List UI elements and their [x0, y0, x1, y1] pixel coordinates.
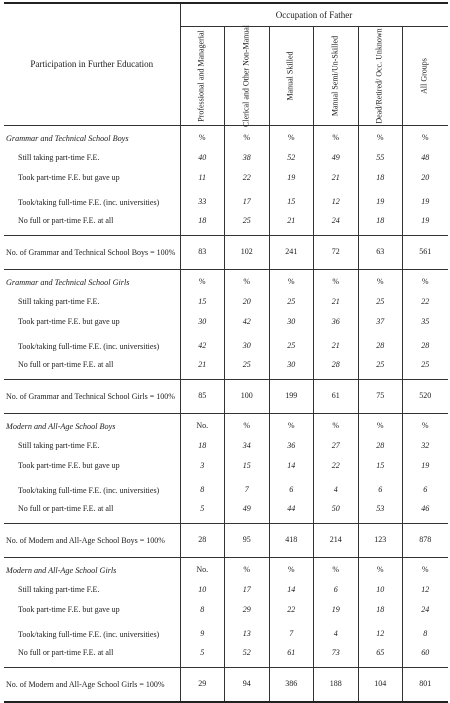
- spacer-cell: [225, 517, 270, 524]
- total-cell: 199: [269, 380, 314, 414]
- table-row: [4, 191, 448, 215]
- value-cell: 38: [225, 151, 270, 166]
- spacer-cell: [403, 229, 448, 236]
- value-cell: 15: [225, 454, 270, 479]
- total-cell: 241: [269, 236, 314, 270]
- spacer-cell: [269, 373, 314, 380]
- table-row: [4, 479, 448, 503]
- value-cell: 10: [180, 583, 225, 598]
- unit-cell: %: [225, 126, 270, 151]
- total-label: No. of Modern and All-Age School Girls = 100%: [4, 668, 180, 702]
- value-cell: 19: [314, 598, 359, 623]
- value-cell: 34: [225, 439, 270, 454]
- value-cell: 25: [269, 335, 314, 359]
- value-cell: 52: [225, 647, 270, 661]
- value-cell: 40: [180, 151, 225, 166]
- spacer-cell: [225, 373, 270, 380]
- total-cell: 28: [180, 524, 225, 558]
- row-label: Took part-time F.E. but gave up: [18, 604, 120, 614]
- unit-cell: %: [225, 270, 270, 295]
- unit-cell: %: [358, 270, 403, 295]
- spacer-cell: [314, 373, 359, 380]
- value-cell: 18: [358, 598, 403, 623]
- spacer-cell: [269, 517, 314, 524]
- value-cell: 36: [269, 439, 314, 454]
- value-cell: 25: [225, 215, 270, 229]
- total-cell: 214: [314, 524, 359, 558]
- value-cell: 30: [180, 310, 225, 335]
- total-cell: 75: [358, 380, 403, 414]
- value-cell: 18: [358, 166, 403, 191]
- value-cell: 61: [269, 647, 314, 661]
- value-cell: 8: [180, 598, 225, 623]
- value-cell: 6: [403, 479, 448, 503]
- unit-cell: %: [314, 414, 359, 439]
- table-row: [4, 524, 448, 558]
- total-cell: 61: [314, 380, 359, 414]
- row-label: Took/taking full-time F.E. (inc. universities): [18, 341, 160, 351]
- unit-cell: %: [358, 558, 403, 583]
- spacer-cell: [180, 517, 225, 524]
- total-cell: 520: [403, 380, 448, 414]
- value-cell: 48: [403, 151, 448, 166]
- column-header: Professional and Managerial: [180, 27, 225, 126]
- unit-cell: %: [180, 270, 225, 295]
- unit-cell: %: [314, 270, 359, 295]
- table-row: [4, 623, 448, 647]
- total-cell: 561: [403, 236, 448, 270]
- table-row: [4, 151, 448, 166]
- value-cell: 19: [269, 166, 314, 191]
- value-cell: 4: [314, 479, 359, 503]
- table-row: [4, 126, 448, 151]
- value-cell: 15: [269, 191, 314, 215]
- unit-cell: %: [314, 126, 359, 151]
- row-label: Took/taking full-time F.E. (inc. universities): [18, 629, 160, 639]
- row-label: No full or part-time F.E. at all: [18, 504, 114, 514]
- value-cell: 25: [403, 359, 448, 373]
- spacer-cell: [180, 373, 225, 380]
- unit-cell: No.: [180, 414, 225, 439]
- value-cell: 17: [225, 583, 270, 598]
- unit-cell: %: [403, 558, 448, 583]
- row-label: Still taking part-time F.E.: [18, 584, 100, 594]
- row-label: Took/taking full-time F.E. (inc. universities): [18, 197, 160, 207]
- table-row: [4, 454, 448, 479]
- value-cell: 19: [403, 454, 448, 479]
- value-cell: 10: [358, 583, 403, 598]
- table-row: [4, 668, 448, 702]
- value-cell: 53: [358, 503, 403, 517]
- value-cell: 25: [269, 295, 314, 310]
- value-cell: 18: [180, 439, 225, 454]
- value-cell: 24: [403, 598, 448, 623]
- column-header: Clerical and Other Non-Manual: [225, 27, 270, 126]
- value-cell: 30: [269, 310, 314, 335]
- spacer-cell: [4, 517, 180, 524]
- value-cell: 37: [358, 310, 403, 335]
- value-cell: 52: [269, 151, 314, 166]
- value-cell: 42: [225, 310, 270, 335]
- table-row: [4, 270, 448, 295]
- total-cell: 83: [180, 236, 225, 270]
- value-cell: 25: [358, 295, 403, 310]
- value-cell: 14: [269, 583, 314, 598]
- value-cell: 28: [358, 439, 403, 454]
- total-label: No. of Modern and All-Age School Boys = 100%: [4, 524, 180, 558]
- spacer-cell: [403, 517, 448, 524]
- spacer-cell: [4, 661, 180, 668]
- total-cell: 94: [225, 668, 270, 702]
- total-cell: 100: [225, 380, 270, 414]
- value-cell: 42: [180, 335, 225, 359]
- table-row: [4, 558, 448, 583]
- spacer-cell: [180, 661, 225, 668]
- value-cell: 22: [269, 598, 314, 623]
- table-row: [4, 380, 448, 414]
- value-cell: 7: [269, 623, 314, 647]
- total-label: No. of Grammar and Technical School Girls = 100%: [4, 380, 180, 414]
- spacer-cell: [4, 229, 180, 236]
- row-label: Took part-time F.E. but gave up: [18, 316, 120, 326]
- value-cell: 15: [358, 454, 403, 479]
- value-cell: 6: [314, 583, 359, 598]
- table-row: [4, 661, 448, 668]
- table-row: [4, 335, 448, 359]
- spacer-cell: [314, 229, 359, 236]
- unit-cell: %: [225, 558, 270, 583]
- total-cell: 123: [358, 524, 403, 558]
- value-cell: 32: [403, 439, 448, 454]
- table-row: [4, 414, 448, 439]
- table-row: [4, 517, 448, 524]
- row-label: Still taking part-time F.E.: [18, 152, 100, 162]
- value-cell: 22: [225, 166, 270, 191]
- unit-cell: %: [269, 558, 314, 583]
- value-cell: 27: [314, 439, 359, 454]
- unit-cell: %: [358, 414, 403, 439]
- value-cell: 4: [314, 623, 359, 647]
- total-cell: 386: [269, 668, 314, 702]
- value-cell: 20: [403, 166, 448, 191]
- unit-cell: %: [269, 414, 314, 439]
- table-row: [4, 583, 448, 598]
- value-cell: 17: [225, 191, 270, 215]
- unit-cell: %: [403, 270, 448, 295]
- row-label: No full or part-time F.E. at all: [18, 648, 114, 658]
- value-cell: 9: [180, 623, 225, 647]
- value-cell: 21: [314, 166, 359, 191]
- table-row: [4, 359, 448, 373]
- spacer-cell: [225, 229, 270, 236]
- row-label: No full or part-time F.E. at all: [18, 360, 114, 370]
- table-row: [4, 229, 448, 236]
- table-row: [4, 236, 448, 270]
- value-cell: 21: [180, 359, 225, 373]
- spacer-cell: [269, 229, 314, 236]
- row-label: Took part-time F.E. but gave up: [18, 172, 120, 182]
- row-label: No full or part-time F.E. at all: [18, 216, 114, 226]
- value-cell: 5: [180, 647, 225, 661]
- value-cell: 49: [314, 151, 359, 166]
- value-cell: 5: [180, 503, 225, 517]
- spacer-cell: [358, 373, 403, 380]
- value-cell: 13: [225, 623, 270, 647]
- unit-cell: %: [269, 126, 314, 151]
- row-label: Still taking part-time F.E.: [18, 440, 100, 450]
- table-row: [4, 295, 448, 310]
- value-cell: 28: [358, 335, 403, 359]
- value-cell: 30: [269, 359, 314, 373]
- unit-cell: %: [403, 126, 448, 151]
- total-cell: 104: [358, 668, 403, 702]
- spacer-cell: [314, 661, 359, 668]
- value-cell: 65: [358, 647, 403, 661]
- table-row: [4, 647, 448, 661]
- value-cell: 22: [314, 454, 359, 479]
- value-cell: 28: [314, 359, 359, 373]
- value-cell: 30: [225, 335, 270, 359]
- value-cell: 36: [314, 310, 359, 335]
- total-cell: 85: [180, 380, 225, 414]
- occupation-header: Occupation of Father: [180, 3, 448, 27]
- value-cell: 22: [403, 295, 448, 310]
- spacer-cell: [358, 661, 403, 668]
- column-header: Manual Semi/Un-Skilled: [314, 27, 359, 126]
- value-cell: 20: [225, 295, 270, 310]
- value-cell: 15: [180, 295, 225, 310]
- table-row: [4, 215, 448, 229]
- value-cell: 6: [358, 479, 403, 503]
- unit-cell: %: [269, 270, 314, 295]
- spacer-cell: [403, 661, 448, 668]
- spacer-cell: [403, 373, 448, 380]
- column-header: Manual Skilled: [269, 27, 314, 126]
- spacer-cell: [358, 517, 403, 524]
- total-cell: 102: [225, 236, 270, 270]
- value-cell: 25: [358, 359, 403, 373]
- unit-cell: %: [225, 414, 270, 439]
- spacer-cell: [4, 373, 180, 380]
- further-education-table: [4, 2, 448, 703]
- value-cell: 3: [180, 454, 225, 479]
- table-row: [4, 439, 448, 454]
- row-label: Took part-time F.E. but gave up: [18, 460, 120, 470]
- total-cell: 801: [403, 668, 448, 702]
- section-title: Modern and All-Age School Boys: [4, 414, 180, 439]
- value-cell: 44: [269, 503, 314, 517]
- value-cell: 29: [225, 598, 270, 623]
- participation-header: Participation in Further Education: [4, 3, 180, 126]
- column-header: Dead/Retired/ Occ. Unknown: [358, 27, 403, 126]
- value-cell: 19: [403, 215, 448, 229]
- value-cell: 14: [269, 454, 314, 479]
- value-cell: 60: [403, 647, 448, 661]
- value-cell: 18: [358, 215, 403, 229]
- unit-cell: %: [180, 126, 225, 151]
- section-title: Grammar and Technical School Boys: [4, 126, 180, 151]
- value-cell: 19: [358, 191, 403, 215]
- spacer-cell: [314, 517, 359, 524]
- total-cell: 29: [180, 668, 225, 702]
- row-label: Still taking part-time F.E.: [18, 296, 100, 306]
- value-cell: 21: [314, 335, 359, 359]
- table-row: [4, 310, 448, 335]
- value-cell: 28: [403, 335, 448, 359]
- table-row: [4, 503, 448, 517]
- table-row: [4, 166, 448, 191]
- value-cell: 24: [314, 215, 359, 229]
- unit-cell: %: [314, 558, 359, 583]
- section-title: Grammar and Technical School Girls: [4, 270, 180, 295]
- value-cell: 19: [403, 191, 448, 215]
- unit-cell: %: [403, 414, 448, 439]
- total-cell: 418: [269, 524, 314, 558]
- value-cell: 12: [358, 623, 403, 647]
- value-cell: 25: [225, 359, 270, 373]
- value-cell: 73: [314, 647, 359, 661]
- total-cell: 878: [403, 524, 448, 558]
- value-cell: 8: [403, 623, 448, 647]
- value-cell: 7: [225, 479, 270, 503]
- value-cell: 49: [225, 503, 270, 517]
- value-cell: 21: [269, 215, 314, 229]
- value-cell: 6: [269, 479, 314, 503]
- unit-cell: No.: [180, 558, 225, 583]
- value-cell: 12: [314, 191, 359, 215]
- spacer-cell: [269, 661, 314, 668]
- total-cell: 72: [314, 236, 359, 270]
- value-cell: 8: [180, 479, 225, 503]
- spacer-cell: [358, 229, 403, 236]
- row-label: Took/taking full-time F.E. (inc. universities): [18, 485, 160, 495]
- spacer-cell: [180, 229, 225, 236]
- unit-cell: %: [358, 126, 403, 151]
- section-title: Modern and All-Age School Girls: [4, 558, 180, 583]
- value-cell: 18: [180, 215, 225, 229]
- total-cell: 95: [225, 524, 270, 558]
- value-cell: 21: [314, 295, 359, 310]
- value-cell: 33: [180, 191, 225, 215]
- value-cell: 50: [314, 503, 359, 517]
- value-cell: 12: [403, 583, 448, 598]
- column-header: All Groups: [403, 27, 448, 126]
- value-cell: 55: [358, 151, 403, 166]
- value-cell: 35: [403, 310, 448, 335]
- total-cell: 63: [358, 236, 403, 270]
- table-row: [4, 598, 448, 623]
- total-cell: 188: [314, 668, 359, 702]
- spacer-cell: [225, 661, 270, 668]
- value-cell: 11: [180, 166, 225, 191]
- value-cell: 46: [403, 503, 448, 517]
- table-row: [4, 373, 448, 380]
- total-label: No. of Grammar and Technical School Boys = 100%: [4, 236, 180, 270]
